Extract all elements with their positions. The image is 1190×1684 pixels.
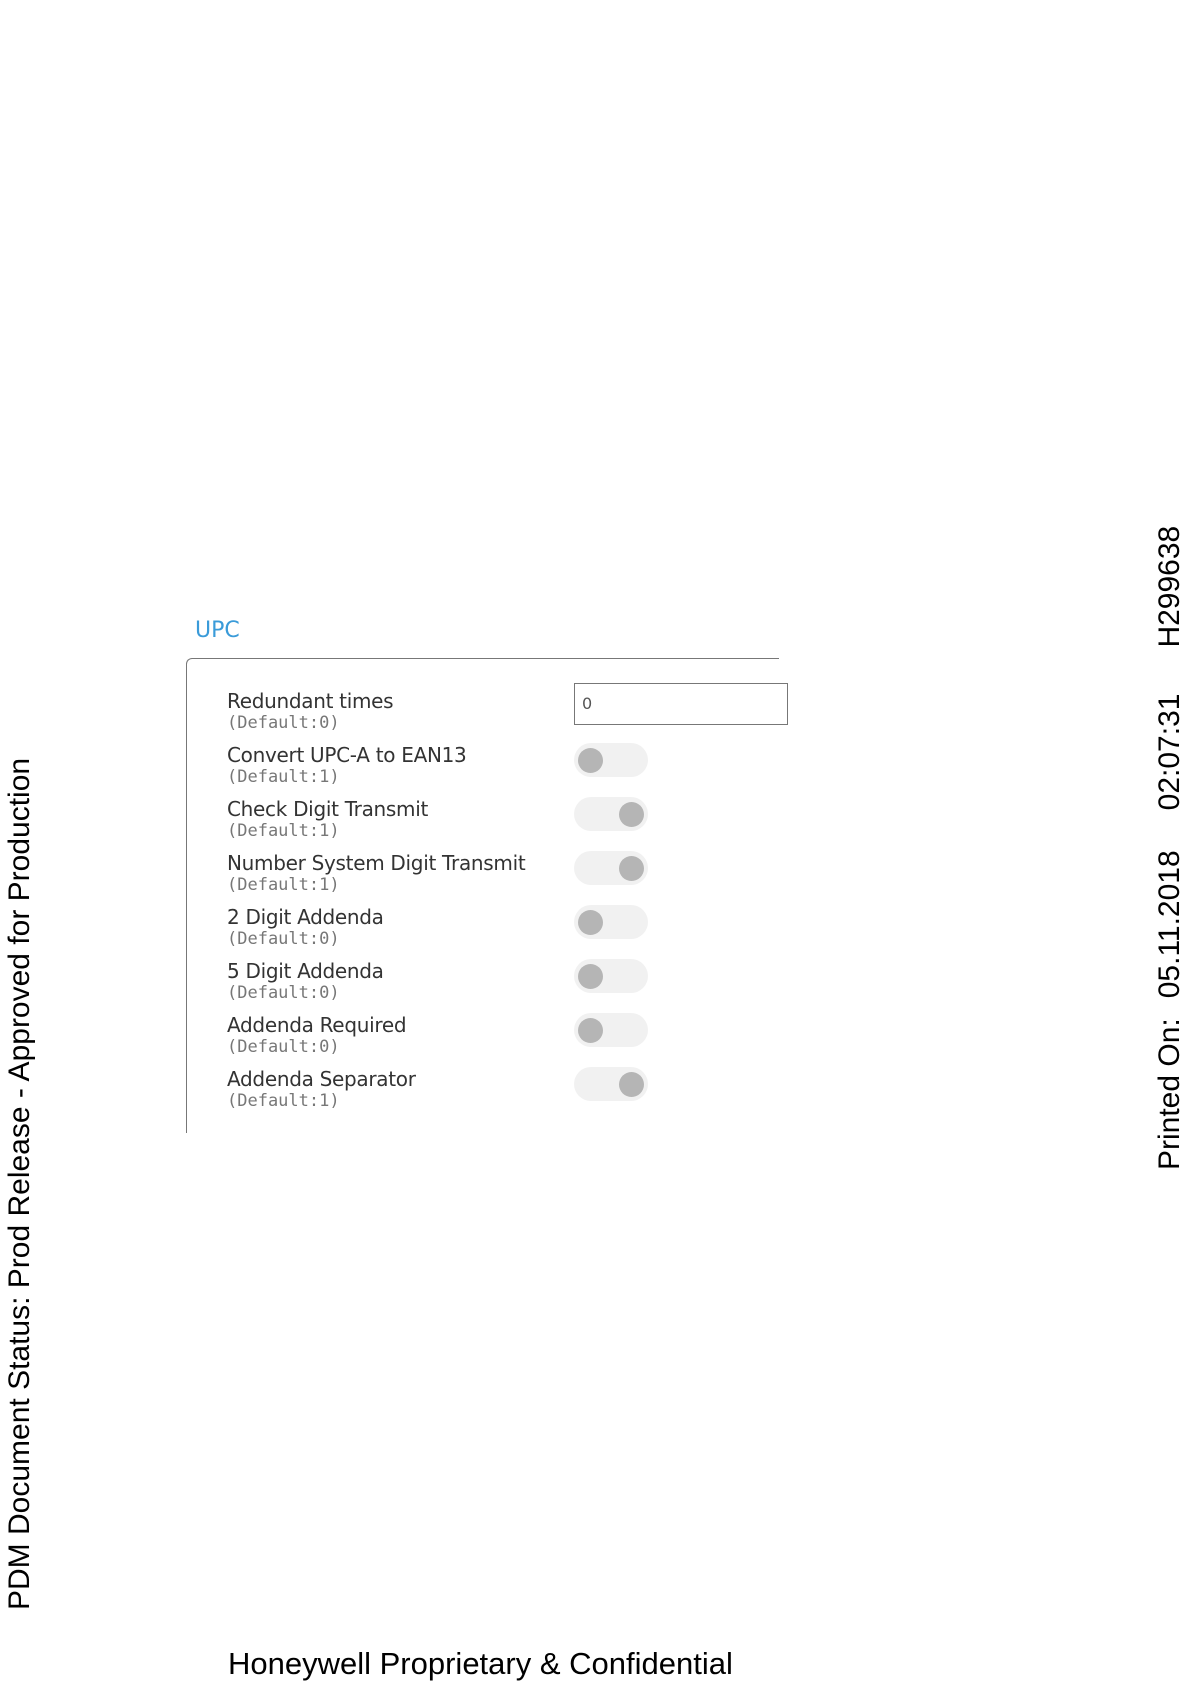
toggle-knob <box>578 748 603 773</box>
setting-row-5-digit-addenda <box>227 959 767 1011</box>
printed-date: 05.11.2018 <box>1153 850 1186 999</box>
setting-label: Convert UPC-A to EAN13 <box>227 743 467 767</box>
pdm-status-text: PDM Document Status: Prod Release - Approved for Production <box>3 757 36 1610</box>
5-digit-addenda-toggle[interactable] <box>574 959 648 993</box>
print-info <box>1152 526 1188 1170</box>
setting-label: Number System Digit Transmit <box>227 851 526 875</box>
document-id: H299638 <box>1153 525 1186 648</box>
check-digit-transmit-toggle[interactable] <box>574 797 648 831</box>
2-digit-addenda-toggle[interactable] <box>574 905 648 939</box>
setting-row-addenda-separator <box>227 1067 767 1119</box>
setting-row-number-system-digit-transmit <box>227 851 767 903</box>
printed-time: 02:07:31 <box>1153 693 1186 811</box>
addenda-required-toggle[interactable] <box>574 1013 648 1047</box>
setting-label: Addenda Required <box>227 1013 407 1037</box>
setting-label: Addenda Separator <box>227 1067 416 1091</box>
toggle-knob <box>619 856 644 881</box>
toggle-knob <box>578 910 603 935</box>
setting-default: (Default:0) <box>227 1037 340 1057</box>
printed-on-label: Printed On: <box>1153 1018 1186 1170</box>
setting-default: (Default:1) <box>227 821 340 841</box>
toggle-knob <box>619 802 644 827</box>
setting-default: (Default:1) <box>227 767 340 787</box>
setting-default: (Default:1) <box>227 1091 340 1111</box>
setting-row-redundant-times <box>227 689 767 741</box>
footer-confidential: Honeywell Proprietary & Confidential <box>228 1646 733 1681</box>
setting-default: (Default:0) <box>227 983 340 1003</box>
section-title: UPC <box>195 618 240 643</box>
setting-row-check-digit-transmit <box>227 797 767 849</box>
upc-settings-panel <box>186 658 779 1133</box>
setting-label: 5 Digit Addenda <box>227 959 384 983</box>
toggle-knob <box>578 964 603 989</box>
setting-default: (Default:0) <box>227 713 340 733</box>
setting-label: Check Digit Transmit <box>227 797 429 821</box>
toggle-knob <box>619 1072 644 1097</box>
convert-upca-ean13-toggle[interactable] <box>574 743 648 777</box>
addenda-separator-toggle[interactable] <box>574 1067 648 1101</box>
number-system-digit-transmit-toggle[interactable] <box>574 851 648 885</box>
redundant-times-input[interactable]: 0 <box>574 683 788 725</box>
setting-default: (Default:0) <box>227 929 340 949</box>
setting-row-addenda-required <box>227 1013 767 1065</box>
setting-label: 2 Digit Addenda <box>227 905 384 929</box>
setting-default: (Default:1) <box>227 875 340 895</box>
toggle-knob <box>578 1018 603 1043</box>
setting-row-convert-upca-ean13 <box>227 743 767 795</box>
setting-label: Redundant times <box>227 689 394 713</box>
setting-row-2-digit-addenda <box>227 905 767 957</box>
